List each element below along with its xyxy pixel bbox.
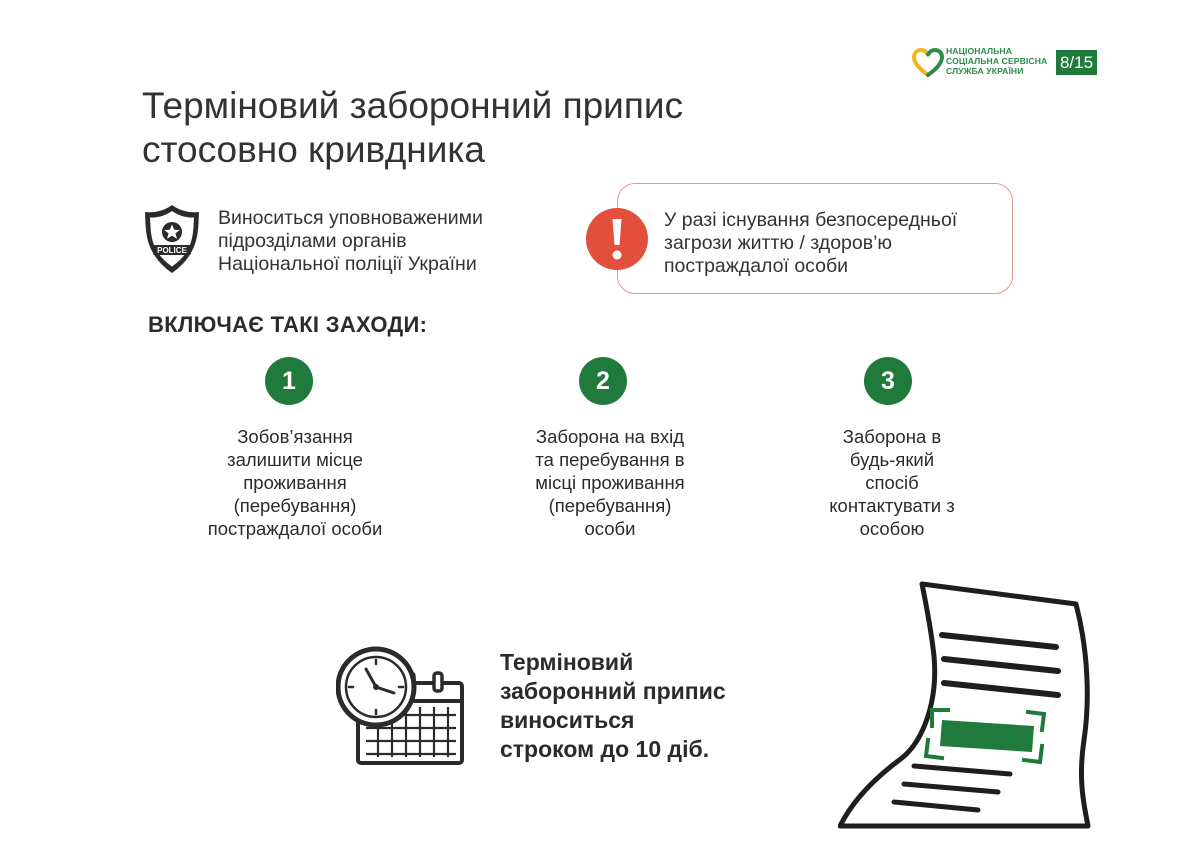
measure-line: Зобов’язання (237, 426, 353, 447)
title-line: стосовно кривдника (142, 129, 485, 170)
measure-line: місці проживання (535, 472, 685, 493)
measure-line: (перебування) (233, 495, 357, 516)
term-line: заборонний припис (500, 678, 726, 704)
measure-number-3: 3 (864, 357, 912, 405)
logo-line: НАЦІОНАЛЬНА (946, 46, 1012, 56)
alert-line: загрози життю / здоров’ю (664, 232, 893, 254)
measure-line: Заборона в (842, 426, 942, 447)
measure-1-text (175, 425, 415, 540)
measure-3-text (772, 425, 1012, 540)
alert-line: постраждалої особи (664, 255, 849, 277)
page-title (142, 84, 862, 172)
page-indicator: 8/15 (1056, 50, 1097, 75)
police-line: Виноситься уповноваженими (218, 207, 483, 229)
police-line: Національної поліції України (218, 253, 477, 275)
measure-line: та перебування в (535, 449, 685, 470)
police-line: підрозділами органів (218, 230, 407, 252)
term-text (500, 648, 726, 764)
measure-line: Заборона на вхід (535, 426, 685, 447)
term-line: строком до 10 діб. (500, 736, 710, 762)
logo-line: СОЦІАЛЬНА СЕРВІСНА (946, 56, 1048, 66)
measure-line: контактувати з (829, 495, 955, 516)
measure-line: (перебування) (548, 495, 672, 516)
measure-2-text (490, 425, 730, 540)
exclamation-icon (585, 207, 649, 271)
heart-logo-icon (912, 48, 944, 78)
title-line: Терміновий заборонний припис (142, 85, 684, 126)
police-text (218, 207, 558, 276)
measure-line: постраждалої особи (207, 518, 383, 539)
police-badge-label: POLICE (157, 246, 187, 255)
measure-line: особою (859, 518, 925, 539)
measure-number-1: 1 (265, 357, 313, 405)
alert-line: У разі існування безпосередньої (664, 209, 958, 231)
clock-calendar-icon (336, 645, 466, 767)
measure-line: особи (584, 518, 636, 539)
document-icon (838, 580, 1098, 830)
term-line: виноситься (500, 707, 635, 733)
nsss-logo (912, 46, 1062, 80)
measure-line: залишити місце (227, 449, 363, 470)
term-line: Терміновий (500, 649, 634, 675)
measure-number-2: 2 (579, 357, 627, 405)
logo-text (946, 46, 1047, 76)
measure-line: будь-який (849, 449, 935, 470)
measure-line: проживання (243, 472, 347, 493)
police-badge-icon (140, 203, 204, 275)
measure-line: спосіб (865, 472, 919, 493)
alert-text (664, 209, 1009, 278)
measures-heading: ВКЛЮЧАЄ ТАКІ ЗАХОДИ: (148, 312, 428, 337)
logo-line: СЛУЖБА УКРАЇНИ (946, 66, 1024, 76)
